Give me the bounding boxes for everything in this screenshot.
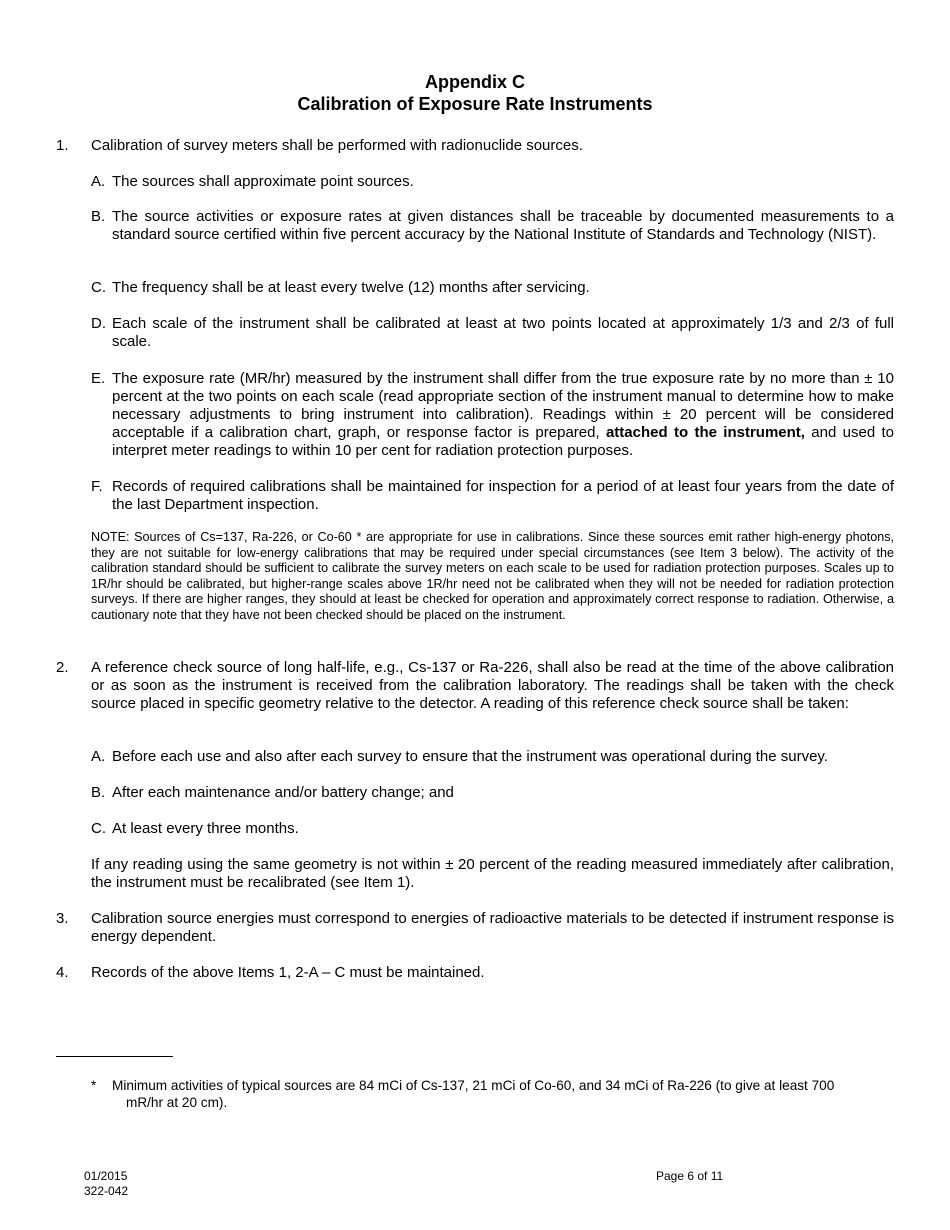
subitem-text-part: The exposure rate (MR/hr) measured by the instrument shall differ from the true exposure rate by no more than ± 10 percent at the two points on each scale (read appropriate section of the instrument manual to determine how to make necessary adjustments to bring instrument into calibration). Readings within ± 20 percent will be considered acceptable if a calibration chart, graph, or response factor is prepared,	[112, 370, 894, 441]
subitem-text: Each scale of the instrument shall be calibrated at least at two points located at approximately 1/3 and 2/3 of full scale.	[112, 315, 894, 350]
subitem-label: B.	[91, 784, 106, 801]
subitem	[91, 820, 894, 838]
subitem	[91, 784, 894, 802]
footer-page-number: Page 6 of 11	[656, 1169, 724, 1183]
footnote-text	[91, 1077, 871, 1111]
subitem-label: A.	[91, 748, 106, 765]
subitem-label: E.	[91, 370, 106, 387]
subitem	[91, 478, 894, 514]
item-number: 2.	[56, 659, 69, 676]
subitem-label: F.	[91, 478, 103, 495]
note-paragraph: NOTE: Sources of Cs=137, Ra-226, or Co-60 * are appropriate for use in calibrations. Since these sources emit rather high-energy photons, they are not suitable for low-energy calibrations that may be required under special circumstances (see Item 3 below). The activity of the calibration standard should be sufficient to calibrate the survey meters on each scale to be used for radiation protection purposes. Scales up to 1R/hr should be calibrated, but higher-range scales above 1R/hr need not be calibrated when they will not be needed for radiation protection surveys. If there are higher ranges, they should at least be checked for operation and approximately correct response to radiation. Otherwise, a cautionary note that they have not been checked should be placed on the instrument.	[91, 530, 894, 622]
subitem-label: A.	[91, 173, 106, 190]
footnote-line: Minimum activities of typical sources are 84 mCi of Cs-137, 21 mCi of Co-60, and 34 mCi of Ra-226 (to give at least 700	[112, 1078, 835, 1093]
subitem-text: The source activities or exposure rates at given distances shall be traceable by documented measurements to a standard source certified within five percent accuracy by the National Institute of Standards and Technology (NIST).	[112, 208, 894, 243]
subitem	[91, 279, 894, 297]
item-text: A reference check source of long half-life, e.g., Cs-137 or Ra-226, shall also be read at the time of the above calibration or as soon as the instrument is received from the calibration laboratory. The readings shall be taken with the check source placed in specific geometry relative to the detector. A reading of this reference check source shall be taken:	[91, 659, 894, 712]
closing-paragraph: If any reading using the same geometry is not within ± 20 percent of the reading measured immediately after calibration, the instrument must be recalibrated (see Item 1).	[91, 856, 894, 891]
footer-doc-number: 322-042	[84, 1184, 129, 1198]
subitem	[91, 370, 894, 460]
subitem-label: C.	[91, 279, 106, 296]
subitem-text-part: and used to interpret meter readings to within 10 per cent for radiation protection purposes.	[112, 424, 894, 459]
subitem-text: Before each use and also after each survey to ensure that the instrument was operational during the survey.	[112, 748, 828, 765]
subitem-text: The frequency shall be at least every twelve (12) months after servicing.	[112, 279, 590, 296]
subitem	[91, 173, 894, 191]
item-text: Records of the above Items 1, 2-A – C must be maintained.	[91, 964, 485, 981]
subitem-text: The sources shall approximate point sources.	[112, 173, 414, 190]
item-text: Calibration of survey meters shall be performed with radionuclide sources.	[91, 137, 583, 154]
subitem-label: D.	[91, 315, 106, 332]
footnote-marker: *	[91, 1078, 97, 1093]
subitem-text-bold: attached to the instrument,	[605, 424, 805, 441]
footer-date: 01/2015	[84, 1169, 128, 1183]
footnote-separator	[56, 1056, 173, 1057]
appendix-title: Appendix C	[424, 72, 525, 92]
item-number: 3.	[56, 910, 69, 927]
subitem	[91, 208, 894, 244]
appendix-subtitle: Calibration of Exposure Rate Instruments	[297, 94, 653, 114]
subitem-text	[91, 370, 894, 460]
subitem	[91, 748, 894, 766]
subitem-text: After each maintenance and/or battery change; and	[112, 784, 454, 801]
item-number: 4.	[56, 964, 69, 981]
footnote	[91, 1077, 871, 1111]
footnote-line: mR/hr at 20 cm).	[126, 1095, 228, 1110]
item-text: Calibration source energies must correspond to energies of radioactive materials to be detected if instrument response is energy dependent.	[91, 910, 894, 945]
subitem-label: C.	[91, 820, 106, 837]
item-number: 1.	[56, 137, 69, 154]
subitem-text: At least every three months.	[112, 820, 299, 837]
subitem-label: B.	[91, 208, 106, 225]
subitem	[91, 315, 894, 351]
subitem-text: Records of required calibrations shall be maintained for inspection for a period of at least four years from the date of the last Department inspection.	[112, 478, 894, 513]
